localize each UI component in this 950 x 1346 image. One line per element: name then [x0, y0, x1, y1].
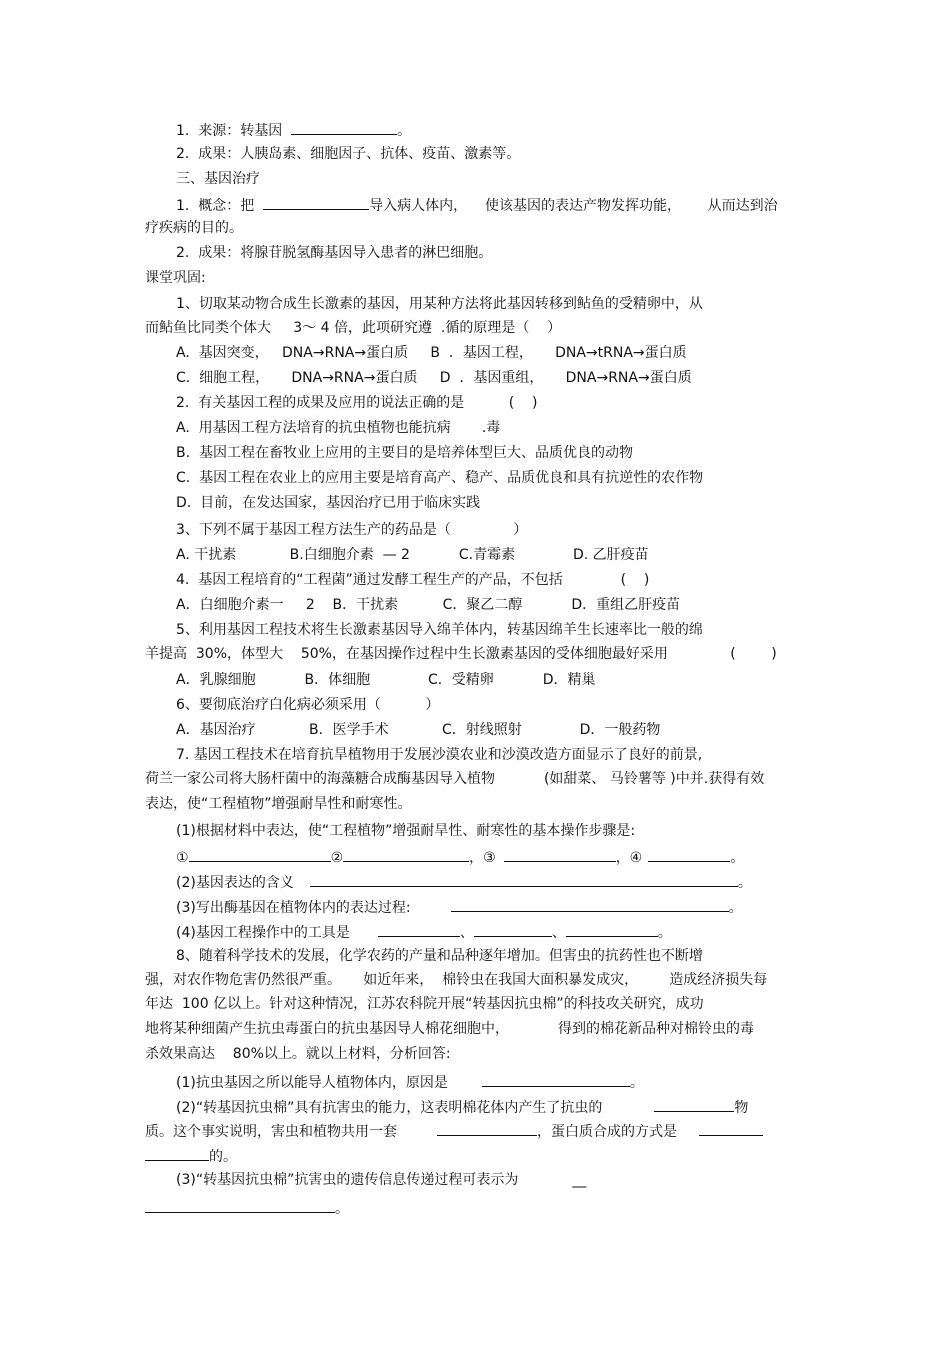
q7-sub4-text: (4)基因工程操作中的工具是: [176, 925, 350, 941]
q8-sub3-end: 。: [335, 1201, 349, 1217]
q8-sub2-text: (2)“转基因抗虫棉”具有抗害虫的能力，这表明棉花体内产生了抗虫的: [176, 1100, 603, 1116]
q8-sub2-wu: 物: [734, 1100, 749, 1116]
q8-stem-3: 年达 100 亿以上。针对这种情况，江苏农科院开展“转基因抗虫棉”的科技攻关研究，成功: [145, 996, 704, 1012]
results-line: 2. 成果：人胰岛素、细胞因子、抗体、疫苗、激素等。: [176, 146, 521, 162]
steps-end: 。: [730, 850, 745, 866]
q1-stem-2: 而鲇鱼比同类个体大 3～ 4 倍，此项研究遵 .循的原理是（ ）: [145, 320, 562, 336]
concept-text-b: 导入病人体内， 使该基因的表达产物发挥功能， 从而达到治: [369, 198, 778, 214]
q6-options: A．基因治疗 B．医学手术 C．射线照射 D．一般药物: [176, 722, 661, 738]
tool1-blank: [378, 922, 460, 937]
q8-sub2-blank2: [437, 1121, 537, 1136]
q7-stem-1: 7. 基因工程技术在培育抗旱植物用于发展沙漠农业和沙漠改造方面显示了良好的前景,: [176, 747, 703, 763]
source-end: 。: [397, 123, 412, 139]
gene-therapy-heading: 三、基因治疗: [176, 171, 260, 187]
q2-option-a: A. 用基因工程方法培育的抗虫植物也能抗病 .毒: [176, 420, 501, 436]
source-line: [176, 120, 411, 140]
q7-sub1: (1)根据材料中表达，使“工程植物”增强耐旱性、耐寒性的基本操作步骤是:: [176, 823, 636, 839]
q7-stem-2: 荷兰一家公司将大肠杆菌中的海藻糖合成酶基因导入植物 (如甜菜、 马铃薯等 )中并.获得有效: [145, 771, 765, 787]
step2-mark: ②: [330, 850, 344, 866]
step4-mark: ，④: [615, 850, 643, 866]
source-text: 1. 来源：转基因: [176, 123, 292, 139]
tool-sep1: 、: [459, 925, 474, 941]
q2-option-b: B. 基因工程在畜牧业上应用的主要目的是培养体型巨大、品质优良的动物: [176, 445, 633, 461]
section-heading: 课堂巩固:: [145, 270, 206, 286]
q7-sub3-text: (3)写出酶基因在植物体内的表达过程:: [176, 900, 411, 916]
q8-sub2-cont: [145, 1121, 763, 1141]
tool3-blank: [566, 922, 658, 937]
q8-sub3-mark: __: [572, 1172, 587, 1188]
q8-sub2-blank1: [654, 1097, 734, 1112]
q8-sub1-blank: [482, 1072, 630, 1087]
concept-blank: [263, 195, 369, 210]
q7-sub4: [176, 922, 672, 942]
q2-option-c: C. 基因工程在农业上的应用主要是培育高产、稳产、品质优良和具有抗逆性的农作物: [176, 470, 704, 486]
step2-blank: [343, 847, 469, 862]
q2-option-d: D. 目前，在发达国家，基因治疗已用于临床实践: [176, 495, 481, 511]
q8-sub2-end: 的。: [209, 1149, 237, 1165]
concept-line: [176, 195, 778, 215]
q1-stem-1: 1、切取某动物合成生长激素的基因，用某种方法将此基因转移到鲇鱼的受精卵中，从: [176, 296, 703, 312]
step1-blank: [189, 847, 331, 862]
q8-sub1: [176, 1072, 644, 1092]
q8-sub3-text: (3)“转基因抗虫棉”抗害虫的遗传信息传递过程可表示为: [176, 1172, 519, 1188]
q8-sub2-blank4: [145, 1146, 209, 1161]
q7-sub3-end: 。: [728, 900, 743, 916]
q8-stem-4: 地将某种细菌产生抗虫毒蛋白的抗虫基因导人棉花细胞中， 得到的棉花新品种对棉铃虫的毒: [145, 1021, 754, 1037]
tool2-blank: [474, 922, 552, 937]
q8-sub2-text3: ，蛋白质合成的方式是: [537, 1124, 677, 1140]
q8-sub2-text2: 质。这个事实说明，害虫和植物共用一套: [145, 1124, 397, 1140]
q5-stem-2: 羊提高 30%，体型大 50%，在基因操作过程中生长激素基因的受体细胞最好采用 ( ): [145, 646, 777, 662]
q1-options-ab: A. 基因突变， DNA→RNA→蛋白质 B ．基因工程， DNA→tRNA→蛋白质: [176, 345, 687, 361]
q8-sub3-answer: [145, 1198, 349, 1218]
q5-options: A．乳腺细胞 B．体细胞 C．受精卵 D．精巢: [176, 672, 596, 688]
q5-stem-1: 5、利用基因工程技术将生长激素基因导入绵羊体内，转基因绵羊生长速率比一般的绵: [176, 622, 703, 638]
step3-blank: [504, 847, 616, 862]
q4-options: A．白细胞介素一 2 B．干扰素 C．聚乙二醇 D．重组乙肝疫苗: [176, 597, 681, 613]
q7-sub3: [176, 897, 743, 917]
concept-text-a: 1. 概念：把: [176, 198, 264, 214]
step1-mark: ①: [176, 850, 189, 866]
q8-stem-2: 强，对农作物危害仍然很严重。 如近年来， 棉铃虫在我国大面积暴发成灾， 造成经济损失每: [145, 972, 768, 988]
q8-sub1-end: 。: [629, 1075, 644, 1091]
q7-sub2: [176, 872, 752, 892]
q8-stem-5: 杀效果高达 80%以上。就以上材料，分析回答:: [145, 1046, 451, 1062]
q2-stem: 2. 有关基因工程的成果及应用的说法正确的是 ( ): [176, 395, 538, 411]
therapy-results-line: 2. 成果：将腺苷脱氢酶基因导入患者的淋巴细胞。: [176, 245, 493, 261]
source-blank: [291, 120, 397, 135]
q7-stem-3: 表达，使“工程植物”增强耐旱性和耐寒性。: [145, 796, 412, 812]
q8-sub2-tail: [145, 1146, 237, 1166]
step3-mark: ，③: [469, 850, 496, 866]
q8-sub3-blank: [145, 1198, 335, 1213]
q1-options-cd: C. 细胞工程， DNA→RNA→蛋白质 D ．基因重组， DNA→RNA→蛋白质: [176, 370, 692, 386]
q7-sub2-text: (2)基因表达的含义: [176, 875, 294, 891]
q7-sub4-end: 。: [657, 925, 672, 941]
q4-stem: 4. 基因工程培育的“工程菌”通过发酵工程生产的产品，不包括 ( ): [176, 572, 650, 588]
q3-stem: 3、下列不属于基因工程方法生产的药品是（ ）: [176, 522, 528, 538]
q7-sub2-blank: [310, 872, 738, 887]
step4-blank: [648, 847, 730, 862]
q3-options: A. 干扰素 B.白细胞介素 — 2 C.青霉素 D. 乙肝疫苗: [176, 547, 649, 563]
q7-sub2-end: 。: [737, 875, 752, 891]
q8-sub2: [176, 1097, 748, 1117]
q8-stem-1: 8、随着科学技术的发展，化学农药的产量和品种逐年增加。但害虫的抗药性也不断增: [176, 948, 703, 964]
tool-sep2: 、: [551, 925, 566, 941]
q7-steps-line: [176, 847, 744, 867]
q8-sub2-blank3: [699, 1121, 763, 1136]
q6-stem: 6、要彻底治疗白化病必须采用（ ）: [176, 697, 440, 713]
q8-sub3: [176, 1171, 586, 1189]
q7-sub3-blank: [451, 897, 729, 912]
concept-line-cont: 疗疾病的目的。: [145, 220, 243, 236]
q8-sub1-text: (1)抗虫基因之所以能导人植物体内，原因是: [176, 1075, 448, 1091]
